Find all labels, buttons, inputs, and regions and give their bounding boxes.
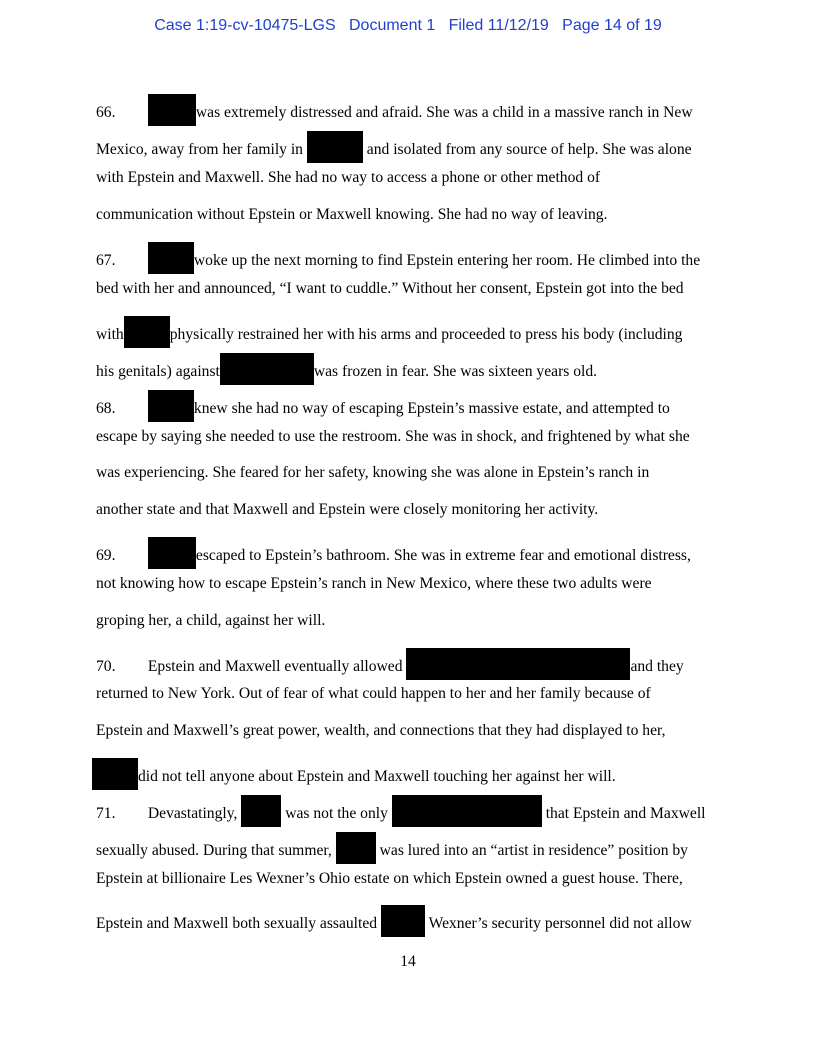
text-run: Wexner’s security personnel did not allow — [428, 915, 692, 932]
text-run: Devastatingly, — [147, 805, 238, 822]
text-run: physically restrained her with his arms and proceeded to press his body (including — [169, 326, 683, 343]
text-run: that Epstein and Maxwell — [545, 805, 706, 822]
p71-line-1 — [96, 795, 706, 827]
redaction-block — [336, 832, 376, 864]
paragraph-number: 69. — [96, 547, 116, 564]
paragraph-number: 67. — [96, 252, 116, 269]
text-run: knew she had no way of escaping Epstein’s massive estate, and attempted to — [193, 400, 670, 417]
redaction-block — [220, 353, 314, 385]
p69-line-3: groping her, a child, against her will. — [96, 612, 326, 629]
text-run: with — [96, 326, 124, 343]
redaction-block — [148, 537, 196, 569]
p68-line-1 — [96, 390, 670, 422]
p70-line-4 — [92, 758, 616, 790]
p68-line-2: escape by saying she needed to use the restroom. She was in shock, and frightened by what she — [96, 428, 690, 445]
text-run: woke up the next morning to find Epstein entering her room. He climbed into the — [193, 252, 701, 269]
redaction-block — [392, 795, 542, 827]
redaction-block — [307, 131, 363, 163]
text-run: and they — [630, 658, 684, 675]
page-number: 14 — [400, 953, 416, 970]
text-run: did not tell anyone about Epstein and Maxwell touching her against her will. — [138, 768, 616, 785]
p68-line-4: another state and that Maxwell and Epstein were closely monitoring her activity. — [96, 501, 599, 518]
redaction-block — [381, 905, 425, 937]
paragraph-number: 70. — [96, 658, 116, 675]
p66-line-2 — [96, 131, 692, 163]
redaction-block — [241, 795, 281, 827]
text-run: was not the only — [285, 805, 388, 822]
p70-line-3: Epstein and Maxwell’s great power, wealth, and connections that they had displayed to her, — [96, 722, 666, 739]
redaction-block — [148, 94, 196, 126]
p71-line-2 — [96, 832, 688, 864]
case-header: Case 1:19-cv-10475-LGS Document 1 Filed 11/12/19 Page 14 of 19 — [154, 17, 662, 34]
text-run: was lured into an “artist in residence” position by — [379, 842, 688, 859]
text-run: was frozen in fear. She was sixteen years old. — [313, 363, 598, 380]
paragraph-number: 68. — [96, 400, 116, 417]
paragraph-number: 71. — [96, 805, 116, 822]
text-run: sexually abused. During that summer, — [96, 842, 332, 859]
p71-line-3: Epstein at billionaire Les Wexner’s Ohio estate on which Epstein owned a guest house. There, — [96, 870, 683, 887]
p66-line-4: communication without Epstein or Maxwell knowing. She had no way of leaving. — [96, 206, 608, 223]
text-run: Mexico, away from her family in — [96, 141, 303, 158]
redaction-block — [406, 648, 630, 680]
p66-line-1 — [96, 94, 693, 126]
p71-line-4 — [96, 905, 692, 937]
redaction-block — [148, 390, 194, 422]
text-run: escaped to Epstein’s bathroom. She was in extreme fear and emotional distress, — [195, 547, 691, 564]
redaction-block — [92, 758, 138, 790]
text-run: Epstein and Maxwell eventually allowed — [147, 658, 403, 675]
p68-line-3: was experiencing. She feared for her safety, knowing she was alone in Epstein’s ranch in — [96, 464, 650, 481]
p66-line-3: with Epstein and Maxwell. She had no way to access a phone or other method of — [96, 169, 601, 186]
redaction-block — [124, 316, 170, 348]
p67-line-2: bed with her and announced, “I want to cuddle.” Without her consent, Epstein got into the bed — [96, 280, 684, 297]
p70-line-1 — [96, 648, 684, 680]
paragraph-number: 66. — [96, 104, 116, 121]
p67-line-1 — [96, 242, 700, 274]
p67-line-3 — [96, 316, 682, 348]
p70-line-2: returned to New York. Out of fear of what could happen to her and her family because of — [96, 685, 651, 702]
redaction-block — [148, 242, 194, 274]
p67-line-4 — [96, 353, 597, 385]
text-run: Epstein and Maxwell both sexually assaulted — [96, 915, 378, 932]
text-run: and isolated from any source of help. She was alone — [366, 141, 692, 158]
p69-line-1 — [96, 537, 691, 569]
text-run: his genitals) against — [96, 363, 220, 380]
text-run: was extremely distressed and afraid. She was a child in a massive ranch in New — [195, 104, 693, 121]
p69-line-2: not knowing how to escape Epstein’s ranch in New Mexico, where these two adults were — [96, 575, 652, 592]
